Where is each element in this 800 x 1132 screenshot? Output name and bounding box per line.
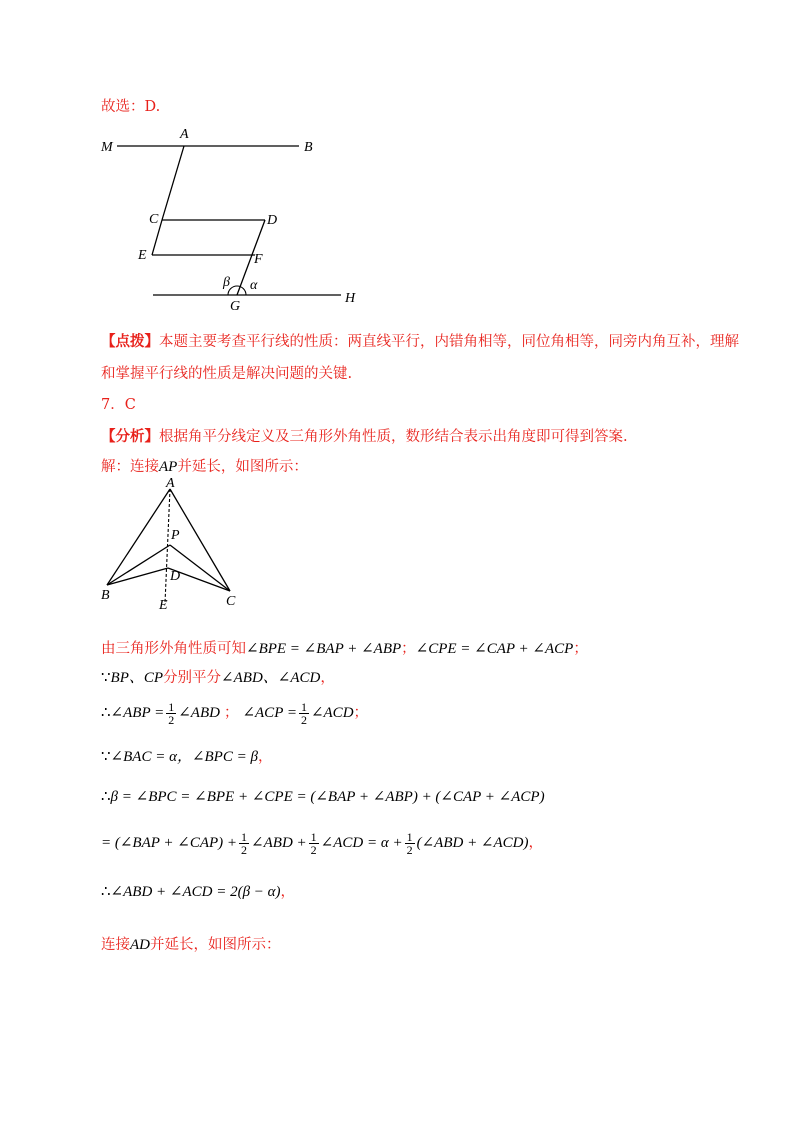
segment-bp: [107, 545, 170, 585]
equation-2: [101, 666, 335, 687]
segment-ac: [162, 146, 184, 220]
equation-6: [101, 828, 543, 858]
solve-prefix: 解：连接: [101, 459, 159, 475]
label-g: G: [230, 299, 241, 314]
eq2-end: ，: [320, 670, 335, 686]
eq1-sep: ；: [401, 641, 416, 657]
label-alpha: α: [250, 278, 258, 293]
fraction-half: $\frac{1}{2}$: [241, 829, 248, 857]
answer-line: 故选：D.: [101, 99, 161, 115]
tip-line-2: 和掌握平行线的性质是解决问题的关键.: [101, 366, 353, 382]
fraction-half: $\frac{1}{2}$: [310, 829, 317, 857]
label-b: B: [304, 140, 313, 155]
label-p: P: [171, 528, 180, 543]
because-symbol: ∵: [101, 670, 111, 686]
eq7-math: ∠ABD + ∠ACD = 2(β − α): [110, 884, 281, 900]
label-h: H: [345, 291, 356, 306]
eq3-right-1: ∠ABD: [178, 705, 220, 721]
eq1-end: ；: [573, 641, 588, 657]
therefore-symbol: ∴: [101, 884, 111, 900]
analysis-tag: 【分析】: [101, 428, 159, 445]
equation-5: [101, 787, 545, 806]
solve-suffix: 并延长，如图所示：: [177, 459, 308, 475]
label-c: C: [226, 594, 236, 609]
label-b: B: [101, 588, 110, 603]
eq1-text: 由三角形外角性质可知: [101, 641, 246, 657]
eq3-end: ；: [353, 705, 369, 721]
triangle-figure: [95, 475, 255, 615]
eq6-part-a: = (∠BAP + ∠CAP) +: [101, 835, 238, 851]
segment-pc: [170, 545, 230, 591]
tip-text-1: 本题主要考查平行线的性质：两直线平行，内错角相等，同位角相等，同旁内角互补，理解: [159, 334, 739, 350]
equation-1: [101, 637, 588, 658]
eq3-left-1: ∠ABP =: [110, 705, 165, 721]
fraction-half: $\frac{1}{2}$: [406, 829, 413, 857]
label-m: M: [101, 140, 113, 155]
eq4-end: ，: [257, 749, 273, 765]
eq2-math-1: BP、CP: [110, 670, 164, 686]
solve-var: AP: [159, 459, 178, 475]
therefore-symbol: ∴: [101, 705, 111, 721]
eq1-math-1: ∠BPE = ∠BAP + ∠ABP: [246, 641, 402, 657]
eq3-sep: ；: [223, 705, 239, 721]
last-prefix: 连接: [101, 937, 130, 953]
label-a: A: [166, 476, 175, 491]
equation-3: [101, 698, 368, 728]
equation-7: [101, 880, 295, 901]
eq3-right-2: ∠ACD: [310, 705, 354, 721]
therefore-symbol: ∴: [101, 789, 111, 805]
label-a: A: [180, 127, 189, 142]
eq2-math-2: ∠ABD、∠ACD: [221, 670, 321, 686]
analysis-text: 根据角平分线定义及三角形外角性质，数形结合表示出角度即可得到答案.: [159, 429, 628, 445]
fraction-half: $\frac{1}{2}$: [168, 699, 175, 727]
analysis-line: [101, 425, 628, 446]
eq4-math: ∠BAC = α，∠BPC = β: [110, 749, 258, 765]
eq1-math-2: ∠CPE = ∠CAP + ∠ACP: [415, 641, 574, 657]
label-d: D: [267, 213, 278, 228]
label-f: F: [254, 252, 263, 267]
tip-tag: 【点拨】: [101, 333, 159, 350]
eq6-part-b: ∠ABD +: [251, 835, 307, 851]
eq6-part-d: (∠ABD + ∠ACD): [416, 835, 529, 851]
eq5-math: β = ∠BPC = ∠BPE + ∠CPE = (∠BAP + ∠ABP) + (∠CAP + ∠ACP): [110, 789, 545, 805]
label-d: D: [170, 569, 181, 584]
eq3-left-2: ∠ACP =: [242, 705, 297, 721]
last-var: AD: [130, 937, 150, 953]
fraction-half: $\frac{1}{2}$: [300, 699, 307, 727]
tip-line-1: [101, 330, 739, 351]
label-e: E: [159, 598, 168, 613]
parallel-lines-figure: [95, 120, 375, 320]
eq6-part-c: ∠ACD = α +: [320, 835, 403, 851]
equation-4: [101, 745, 272, 766]
label-e: E: [138, 248, 147, 263]
question-number: 7．C: [101, 397, 136, 413]
last-line: [101, 933, 281, 954]
label-beta: β: [223, 275, 230, 290]
solve-line: [101, 455, 308, 476]
eq2-text: 分别平分: [163, 670, 222, 686]
eq6-end: ，: [528, 835, 544, 851]
eq7-end: ，: [280, 884, 296, 900]
label-c: C: [149, 212, 159, 227]
last-suffix: 并延长，如图所示：: [150, 937, 281, 953]
because-symbol: ∵: [101, 749, 111, 765]
